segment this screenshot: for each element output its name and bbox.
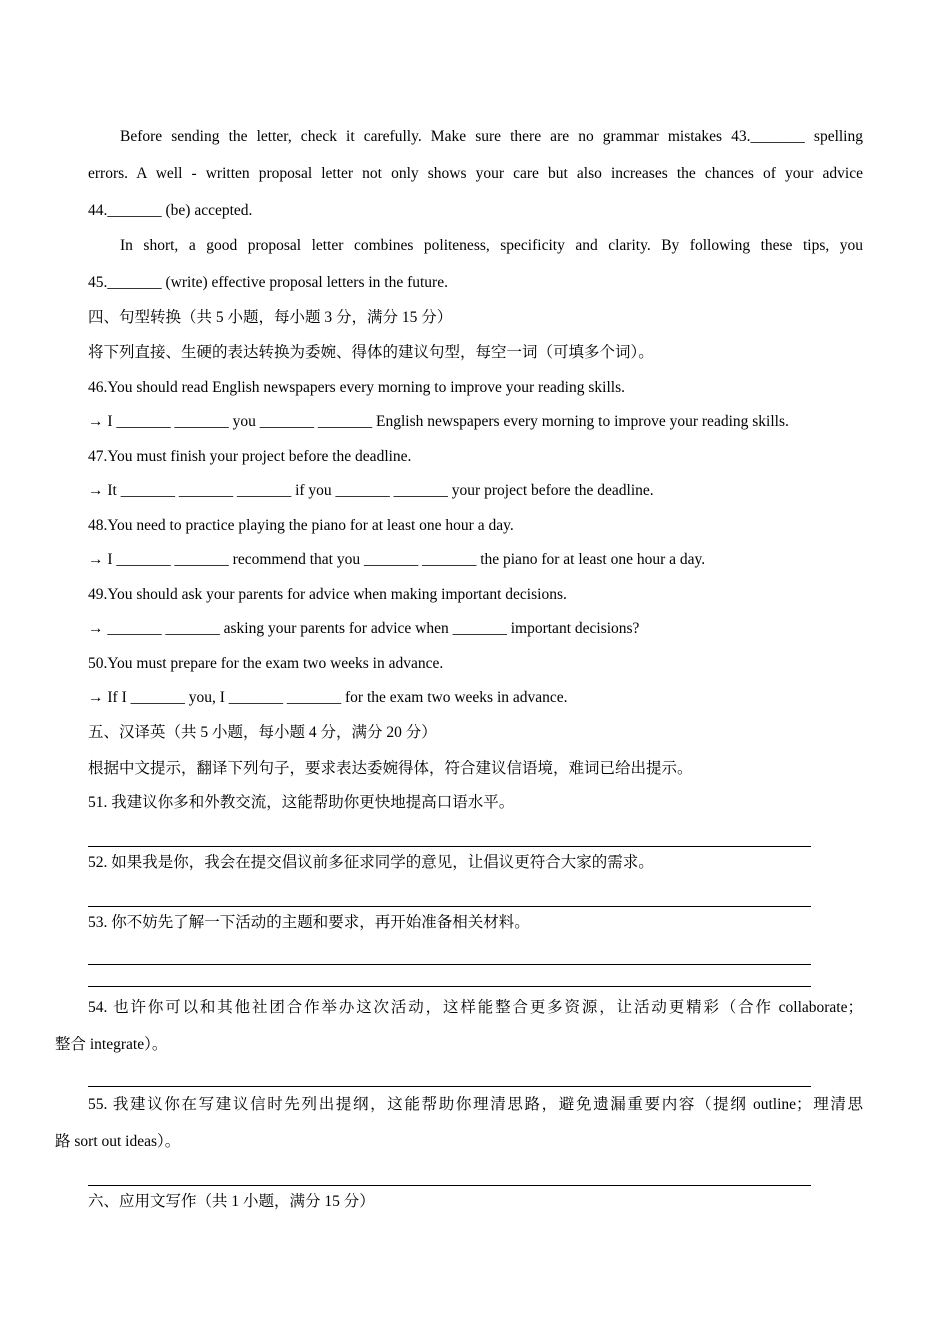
question-text: 50.You must prepare for the exam two weeks in advance. <box>88 655 444 672</box>
question-text: 47.You must finish your project before the deadline. <box>88 448 412 465</box>
passage-line: In short, a good proposal letter combines politeness, specificity and clarity. By following these tips, you <box>120 237 863 254</box>
passage-line: errors. A well - written proposal letter not only shows your care but also increases the chances of your advice <box>88 165 863 182</box>
answer-rule <box>88 964 811 965</box>
question-text: 55. 我建议你在写建议信时先列出提纲，这能帮助你理清思路，避免遗漏重要内容（提纲 outline；理清思 <box>88 1096 863 1113</box>
passage-line: Before sending the letter, check it carefully. Make sure there are no grammar mistakes 43._______ spelling <box>120 128 863 145</box>
answer-line: → It _______ _______ _______ if you _______ _______ your project before the deadline. <box>88 482 654 499</box>
section-heading: 四、句型转换（共 5 小题，每小题 3 分，满分 15 分） <box>88 309 453 326</box>
passage-line: 44._______ (be) accepted. <box>88 202 253 219</box>
section-instruction: 根据中文提示，翻译下列句子，要求表达委婉得体，符合建议信语境，难词已给出提示。 <box>88 760 693 777</box>
answer-line: → I _______ _______ you _______ _______ English newspapers every morning to improve your reading skills. <box>88 413 789 430</box>
answer-rule <box>88 906 811 907</box>
answer-line: → I _______ _______ recommend that you _______ _______ the piano for at least one hour a day. <box>88 551 706 568</box>
answer-line: → _______ _______ asking your parents for advice when _______ important decisions? <box>88 620 640 637</box>
question-text: 路 sort out ideas）。 <box>55 1133 181 1150</box>
question-text: 整合 integrate）。 <box>55 1036 168 1053</box>
section-instruction: 将下列直接、生硬的表达转换为委婉、得体的建议句型，每空一词（可填多个词）。 <box>88 344 654 361</box>
answer-rule <box>88 1185 811 1186</box>
question-text: 46.You should read English newspapers every morning to improve your reading skills. <box>88 379 625 396</box>
section-heading: 五、汉译英（共 5 小题，每小题 4 分，满分 20 分） <box>88 724 437 741</box>
answer-rule <box>88 986 811 987</box>
question-text: 48.You need to practice playing the piano for at least one hour a day. <box>88 517 514 534</box>
answer-line: → If I _______ you, I _______ _______ for the exam two weeks in advance. <box>88 689 568 706</box>
answer-rule <box>88 1086 811 1087</box>
question-text: 51. 我建议你多和外教交流，这能帮助你更快地提高口语水平。 <box>88 794 515 811</box>
question-text: 54. 也许你可以和其他社团合作举办这次活动，这样能整合更多资源，让活动更精彩（合作 collaborate； <box>88 999 863 1016</box>
question-text: 52. 如果我是你，我会在提交倡议前多征求同学的意见，让倡议更符合大家的需求。 <box>88 854 654 871</box>
section-heading: 六、应用文写作（共 1 小题，满分 15 分） <box>88 1193 375 1210</box>
passage-line: 45._______ (write) effective proposal letters in the future. <box>88 274 448 291</box>
answer-rule <box>88 846 811 847</box>
question-text: 53. 你不妨先了解一下活动的主题和要求，再开始准备相关材料。 <box>88 914 530 931</box>
question-text: 49.You should ask your parents for advice when making important decisions. <box>88 586 567 603</box>
